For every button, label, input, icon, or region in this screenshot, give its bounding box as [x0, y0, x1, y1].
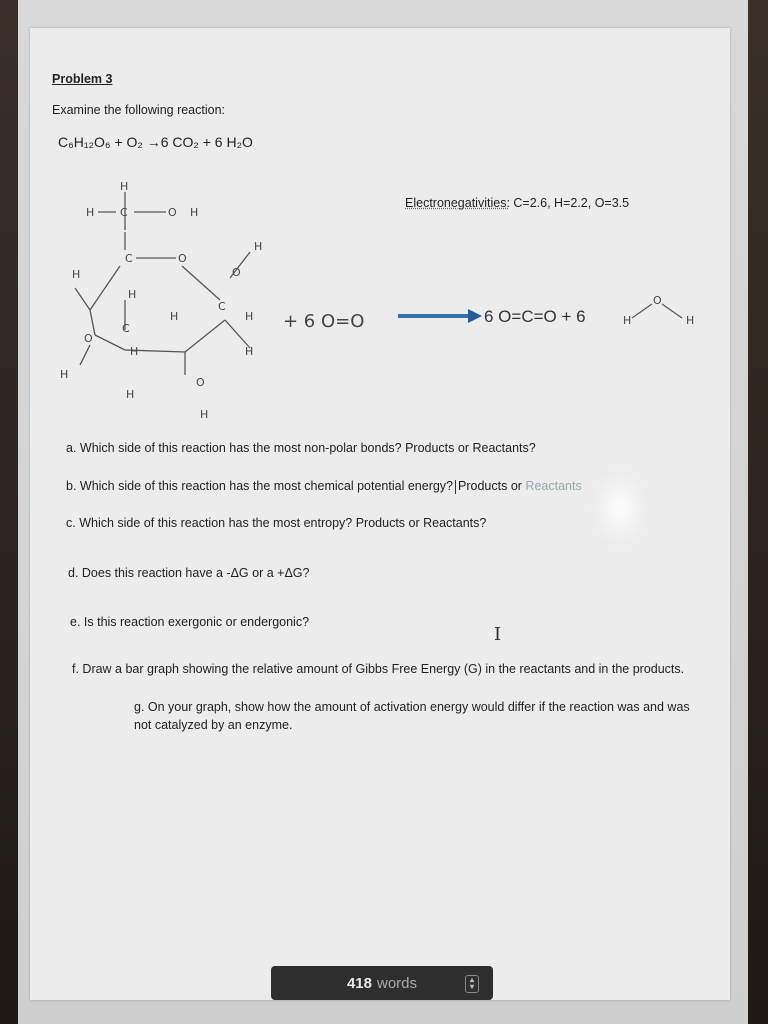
question-b-reactants: Reactants — [525, 479, 582, 493]
reaction-equation: C₆H₁₂O₆ + O₂ →6 CO₂ + 6 H₂O — [58, 134, 253, 150]
arrow-head — [468, 309, 482, 323]
chevron-updown-icon[interactable]: ▴ ▾ — [465, 975, 479, 993]
electronegativities-label: Electronegativities: — [405, 196, 510, 210]
atom-label: H — [190, 206, 199, 219]
text-cursor — [455, 480, 456, 494]
problem-prompt: Examine the following reaction: — [52, 103, 226, 117]
water-h1: H — [623, 314, 632, 327]
atom-label: H — [200, 408, 209, 421]
atom-label: H — [245, 310, 254, 323]
atom-label: C — [218, 300, 226, 313]
question-a: a. Which side of this reaction has the most non-polar bonds? Products or Reactants? — [66, 441, 536, 455]
atom-label: O — [168, 206, 177, 219]
ibeam-cursor-icon: I — [494, 624, 502, 645]
atom-label: H — [86, 206, 95, 219]
atom-label: H — [126, 388, 135, 401]
atom-label: H — [130, 345, 139, 358]
question-b-products: Products or — [458, 479, 522, 493]
atom-label: C — [125, 252, 133, 265]
question-g: g. On your graph, show how the amount of activation energy would differ if the reaction was and was not catalyzed by an enzyme. — [134, 700, 690, 732]
atom-label: O — [232, 266, 241, 279]
water-h2: H — [686, 314, 695, 327]
atom-label: C — [120, 206, 128, 219]
atom-label: O — [196, 376, 205, 389]
question-c: c. Which side of this reaction has the most entropy? Products or Reactants? — [66, 516, 487, 530]
word-count-button[interactable] — [271, 966, 493, 1000]
atom-label: H — [170, 310, 179, 323]
question-f: f. Draw a bar graph showing the relative amount of Gibbs Free Energy (G) in the reactants and in the products. — [72, 662, 685, 676]
question-e: e. Is this reaction exergonic or endergonic? — [70, 615, 310, 629]
problem-title: Problem 3 — [52, 72, 113, 86]
word-count-unit: words — [377, 974, 418, 992]
atom-label: O — [84, 332, 93, 345]
word-count-value: 418 — [346, 974, 372, 992]
electronegativities-values: C=2.6, H=2.2, O=3.5 — [513, 196, 630, 210]
atom-label: H — [245, 345, 254, 358]
water-o: O — [653, 294, 662, 307]
question-b — [66, 479, 582, 494]
screen-glare — [590, 468, 650, 548]
question-d: d. Does this reaction have a -ΔG or a +ΔG? — [68, 566, 310, 580]
atom-label: H — [254, 240, 263, 253]
question-b-text: b. Which side of this reaction has the most chemical potential energy? — [66, 479, 454, 493]
atom-label: H — [120, 180, 129, 193]
products-text: 6 O=C=O + 6 — [484, 307, 586, 326]
atom-label: H — [60, 368, 69, 381]
atom-label: O — [178, 252, 187, 265]
atom-label: H — [72, 268, 81, 281]
atom-label: H — [128, 288, 137, 301]
reaction-drawing — [50, 170, 720, 430]
oxygen-reactant: + 6 O=O — [283, 311, 365, 332]
atom-label: C — [122, 322, 130, 335]
